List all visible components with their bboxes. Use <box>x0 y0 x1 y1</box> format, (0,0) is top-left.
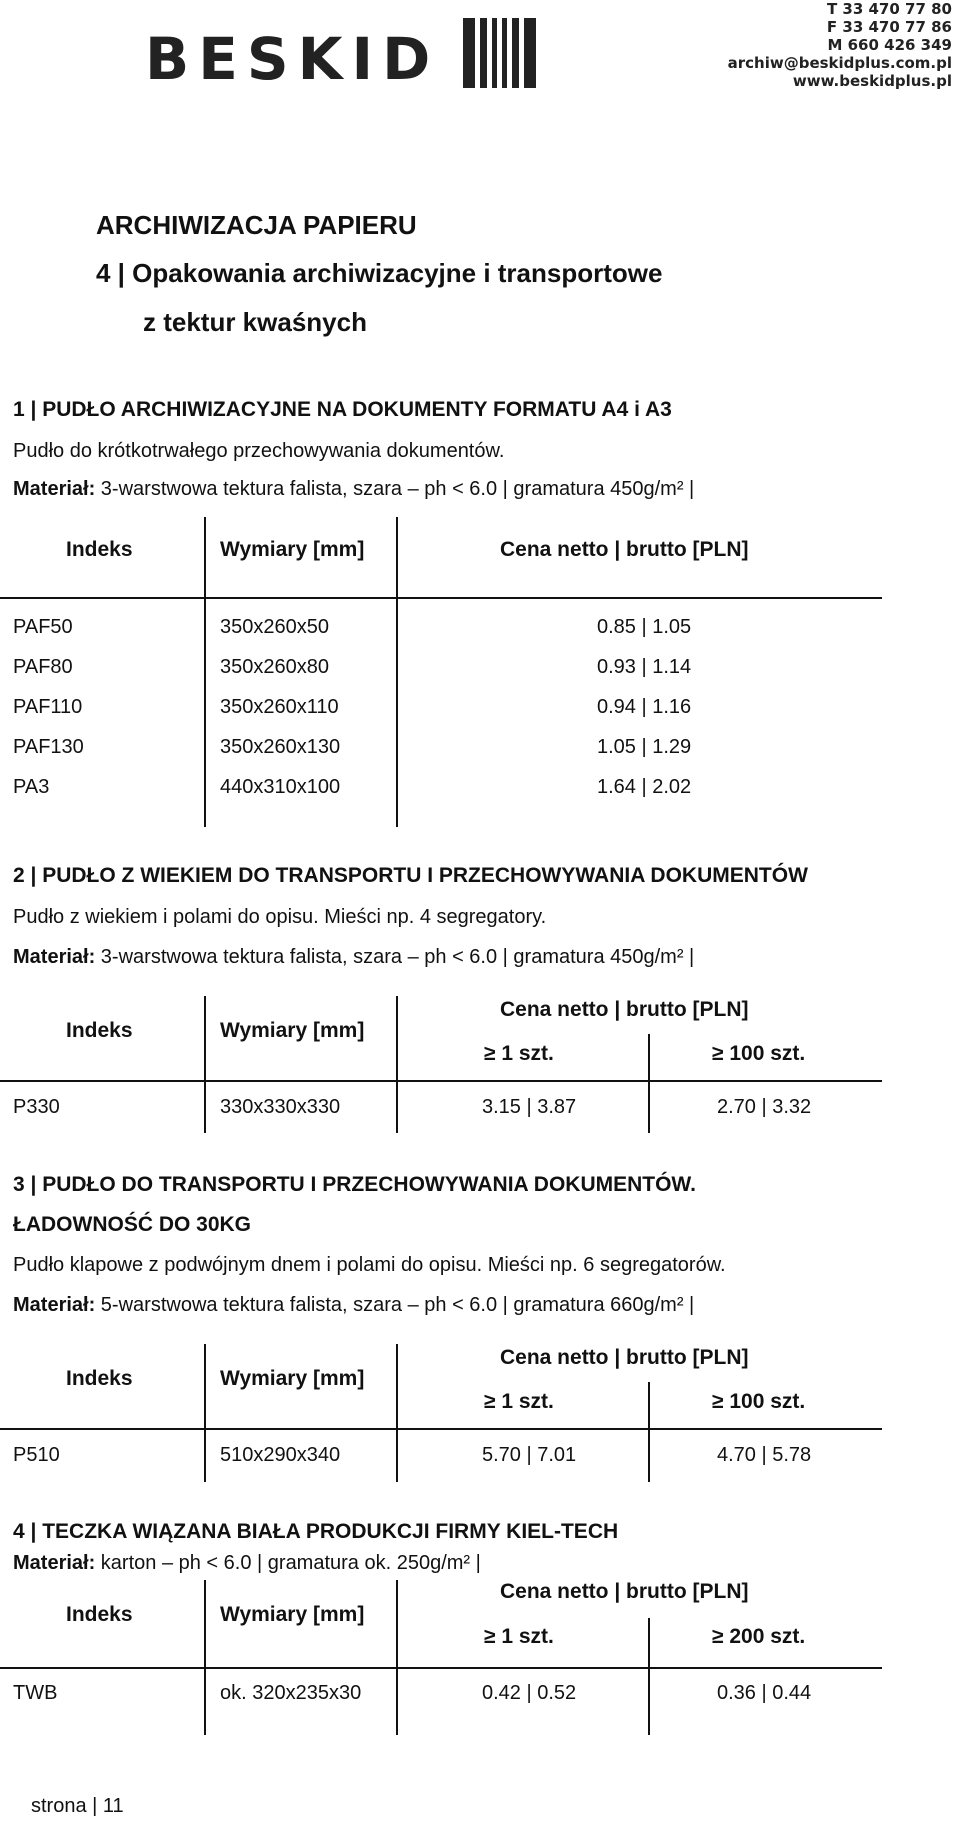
contact-fax: F 33 470 77 86 <box>826 18 952 36</box>
section-3-header-index: Indeks <box>66 1367 133 1390</box>
section-1-header-rule <box>0 597 882 599</box>
section-1-header-dims: Wymiary [mm] <box>220 538 365 561</box>
page-subtitle: 4 | Opakowania archiwizacyjne i transportowe <box>96 258 663 288</box>
table-row-price-1: 3.15 | 3.87 <box>482 1096 577 1118</box>
table-row-index: TWB <box>13 1682 58 1704</box>
contact-block <box>728 0 952 90</box>
table-row-index: PA3 <box>13 776 50 798</box>
section-4-header-index: Indeks <box>66 1603 133 1626</box>
section-3-divider <box>204 1344 206 1482</box>
table-row-price-2: 0.36 | 0.44 <box>717 1682 812 1704</box>
table-row-dims: 350x260x50 <box>220 616 329 638</box>
section-2-description: Pudło z wiekiem i polami do opisu. Mieści np. 4 segregatory. <box>13 906 547 928</box>
table-row-index: PAF130 <box>13 736 84 758</box>
section-2-header-qty2: ≥ 100 szt. <box>712 1042 806 1065</box>
section-3-title-2: ŁADOWNOŚĆ DO 30KG <box>13 1213 252 1236</box>
section-2-header-index: Indeks <box>66 1019 133 1042</box>
table-row-index: PAF110 <box>13 696 83 718</box>
section-2-title: 2 | PUDŁO Z WIEKIEM DO TRANSPORTU I PRZECHOWYWANIA DOKUMENTÓW <box>13 864 808 887</box>
section-2-header-rule <box>0 1080 882 1082</box>
table-row-dims: 330x330x330 <box>220 1096 341 1118</box>
section-4-title: 4 | TECZKA WIĄZANA BIAŁA PRODUKCJI FIRMY KIEL-TECH <box>13 1520 619 1543</box>
table-row-index: PAF80 <box>13 656 73 678</box>
logo-wordmark: BESKID <box>145 25 440 93</box>
section-1-divider <box>204 517 206 827</box>
contact-mobile: M 660 426 349 <box>827 36 952 54</box>
section-4-material: Materiał: karton – ph < 6.0 | gramatura ok. 250g/m² | <box>13 1552 481 1574</box>
table-row-price: 0.94 | 1.16 <box>597 696 692 718</box>
section-3-title: 3 | PUDŁO DO TRANSPORTU I PRZECHOWYWANIA DOKUMENTÓW. <box>13 1173 696 1196</box>
section-4-divider <box>396 1580 398 1735</box>
section-3-description: Pudło klapowe z podwójnym dnem i polami do opisu. Mieści np. 6 segregatorów. <box>13 1254 726 1276</box>
contact-phone: T 33 470 77 80 <box>826 0 952 18</box>
section-4-header-price: Cena netto | brutto [PLN] <box>500 1580 749 1603</box>
section-1-material: Materiał: 3-warstwowa tektura falista, szara – ph < 6.0 | gramatura 450g/m² | <box>13 478 695 500</box>
section-2-divider <box>204 996 206 1133</box>
section-3-header-price: Cena netto | brutto [PLN] <box>500 1346 749 1369</box>
section-4-header-dims: Wymiary [mm] <box>220 1603 365 1626</box>
section-4-header-qty2: ≥ 200 szt. <box>712 1625 806 1648</box>
section-2-header-dims: Wymiary [mm] <box>220 1019 365 1042</box>
table-row-price-2: 2.70 | 3.32 <box>717 1096 812 1118</box>
logo-bars-icon <box>463 18 538 88</box>
page-number: strona | 11 <box>31 1795 124 1817</box>
section-3-header-rule <box>0 1428 882 1430</box>
contact-website[interactable]: www.beskidplus.pl <box>792 72 952 90</box>
table-row-price: 0.93 | 1.14 <box>597 656 692 678</box>
section-4-header-rule <box>0 1667 882 1669</box>
table-row-index: P510 <box>13 1444 60 1466</box>
section-2-divider <box>396 996 398 1133</box>
table-row-dims: 350x260x80 <box>220 656 329 678</box>
table-row-index: PAF50 <box>13 616 73 638</box>
table-row-price-1: 0.42 | 0.52 <box>482 1682 577 1704</box>
contact-email[interactable]: archiw@beskidplus.com.pl <box>727 54 952 72</box>
section-2-header-qty1: ≥ 1 szt. <box>484 1042 554 1065</box>
table-row-index: P330 <box>13 1096 60 1118</box>
section-1-title: 1 | PUDŁO ARCHIWIZACYJNE NA DOKUMENTY FORMATU A4 i A3 <box>13 398 672 421</box>
section-1-divider <box>396 517 398 827</box>
table-row-dims: 350x260x110 <box>220 696 339 718</box>
section-1-header-index: Indeks <box>66 538 133 561</box>
section-2-header-price: Cena netto | brutto [PLN] <box>500 998 749 1021</box>
section-1-header-price: Cena netto | brutto [PLN] <box>500 538 749 561</box>
table-row-dims: 440x310x100 <box>220 776 341 798</box>
table-row-price: 0.85 | 1.05 <box>597 616 692 638</box>
table-row-dims: 510x290x340 <box>220 1444 341 1466</box>
section-3-header-qty1: ≥ 1 szt. <box>484 1390 554 1413</box>
section-3-header-dims: Wymiary [mm] <box>220 1367 365 1390</box>
table-row-price: 1.05 | 1.29 <box>597 736 692 758</box>
table-row-price-2: 4.70 | 5.78 <box>717 1444 812 1466</box>
section-3-divider <box>396 1344 398 1482</box>
table-row-dims: 350x260x130 <box>220 736 341 758</box>
section-3-divider <box>648 1382 650 1482</box>
table-row-price-1: 5.70 | 7.01 <box>482 1444 577 1466</box>
section-3-material: Materiał: 5-warstwowa tektura falista, szara – ph < 6.0 | gramatura 660g/m² | <box>13 1294 695 1316</box>
section-4-divider <box>648 1618 650 1735</box>
page-subtitle-2: z tektur kwaśnych <box>143 307 367 337</box>
section-3-header-qty2: ≥ 100 szt. <box>712 1390 806 1413</box>
section-2-material: Materiał: 3-warstwowa tektura falista, szara – ph < 6.0 | gramatura 450g/m² | <box>13 946 695 968</box>
page-title: ARCHIWIZACJA PAPIERU <box>96 210 417 240</box>
section-2-divider <box>648 1034 650 1133</box>
table-row-price: 1.64 | 2.02 <box>597 776 692 798</box>
section-4-divider <box>204 1580 206 1735</box>
section-4-header-qty1: ≥ 1 szt. <box>484 1625 554 1648</box>
table-row-dims: ok. 320x235x30 <box>220 1682 362 1704</box>
section-1-description: Pudło do krótkotrwałego przechowywania dokumentów. <box>13 440 505 462</box>
